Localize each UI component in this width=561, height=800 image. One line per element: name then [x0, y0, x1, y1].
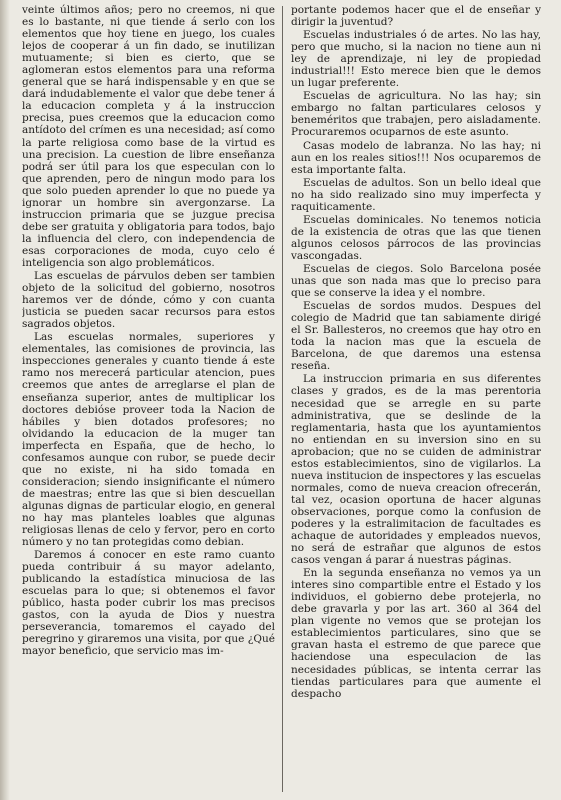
page-binding-edge [0, 0, 10, 800]
paragraph: Las escuelas normales, superiores y elementales, las comisiones de provincia, las inspecciones generales y cuanto tiende á este ramo nos merecerá particular atencion, pues creemos que antes de arreglarse el plan de enseñanza superior, antes de multiplicar los doctores debióse proveer toda la Nacion de hábiles y bien dotados profesores; no olvidando la educacion de la muger tan imperfecta en España, que de hecho, lo confesamos aunque con rubor, se puede decir que no existe, ni ha sido tomada en consideracion; siendo insignificante el número de maestras; entre las que si bien descuellan algunas dignas de particular elogio, en general no hay mas planteles loables que algunas religiosas llenas de celo y fervor, pero en corto número y no tan protegidas como debian. [22, 331, 275, 549]
paragraph: La instruccion primaria en sus diferentes clases y grados, es de la mas perentoria necesidad que se arregle en su parte administrativa, que se deslinde de la reglamentaria, hasta que los ayuntamientos no entiendan en su inversion sino en su aprobacion; que no se cuiden de administrar estos establecimientos, sino de vigilarlos. La nueva institucion de inspectores y las escuelas normales, como de nueva creacion ofrecerán, tal vez, ocasion oportuna de hacer algunas observaciones, porque como la confusion de poderes y la estralimitacion de facultades es achaque de autoridades y empleados nuevos, no será de estrañar que algunos de estos casos vengan á parar á nuestras páginas. [291, 373, 541, 567]
paragraph: Escuelas de sordos mudos. Despues del colegio de Madrid que tan sabiamente dirigé el Sr. Ballesteros, no creemos que hay otro en toda la nacion mas que la escuela de Barcelona, de que daremos una estensa reseña. [291, 300, 541, 373]
right-text-column [291, 4, 541, 790]
column-divider [282, 6, 283, 792]
paragraph: En la segunda enseñanza no vemos ya un interes sino compartible entre el Estado y los individuos, el gobierno debe protejerla, no debe gravarla y por las art. 360 al 364 del plan vigente no vemos que se protejan los establecimientos particulares, sino que se gravan hasta el estremo de que parece que haciendose una especulacion de las necesidades públicas, se intenta cerrar las tiendas particulares para que aumente el despacho [291, 567, 541, 700]
paragraph: Escuelas de adultos. Son un bello ideal que no ha sido realizado sino muy imperfecta y raquiticamente. [291, 176, 541, 213]
paragraph: Escuelas de agricultura. No las hay; sin embargo no faltan particulares celosos y beneméritos que trabajen, pero aisladamente. Procuraremos ocuparnos de este asunto. [291, 90, 541, 139]
paragraph: Daremos á conocer en este ramo cuanto pueda contribuir á su mayor adelanto, publicando la estadística minuciosa de las escuelas para lo que; si obtenemos el favor público, hasta poder cubrir los mas precisos gastos, con la ayuda de Dios y nuestra perseverancia, tomaremos el cayado del peregrino y giraremos una visita, por que ¿Qué mayor beneficio, que servicio mas im- [22, 549, 275, 658]
paragraph: Casas modelo de labranza. No las hay; ni aun en los reales sitios!!! Nos ocuparemos de esta importante falta. [291, 139, 541, 176]
paragraph: Escuelas industriales ó de artes. No las hay, pero que mucho, si la nacion no tiene aun ni ley de aprendizaje, ni ley de propiedad industrial!!! Esto merece bien que le demos un lugar preferente. [291, 29, 541, 90]
left-text-column [22, 4, 275, 790]
paragraph: Escuelas de ciegos. Solo Barcelona posée unas que son nada mas que lo preciso para que se conserve la idea y el nombre. [291, 262, 541, 300]
paragraph: veinte últimos años; pero no creemos, ni que es lo bastante, ni que tiende á serlo con los elementos que hoy tiene en juego, los cuales lejos de cooperar á un fin dado, se inutilizan mutuamente; si bien es cierto, que se aglomeran estos elementos para una reforma general que se hará indispensable y en que se dará indudablemente el valor que debe tener á la educacion completa y á la instruccion precisa, pues creemos que la educacion como antídoto del crímen es una necesidad; así como la parte religiosa como base de la virtud es una precision. La cuestion de libre enseñanza podrá ser útil para los que especulan con lo que aprenden, pero de ningun modo para los que solo pueden aprender lo que no puede ya ignorar un hombre sin avergonzarse. La instruccion primaria que se juzgue precisa debe ser gratuita y obligatoria para todos, bajo la influencia del clero, con independencia de esas corporaciones de moda, cuyo celo é inteligencia son algo problemáticos. [22, 4, 275, 269]
paragraph: Escuelas dominicales. No tenemos noticia de la existencia de otras que las que tienen algunos celosos párrocos de las provincias vascongadas. [291, 213, 541, 262]
paragraph: portante podemos hacer que el de enseñar y dirigir la juventud? [291, 4, 541, 29]
paragraph: Las escuelas de párvulos deben ser tambien objeto de la solicitud del gobierno, nosotros haremos ver de dónde, cómo y con cuanta justicia se pueden sacar recursos para estos sagrados objetos. [22, 270, 275, 331]
